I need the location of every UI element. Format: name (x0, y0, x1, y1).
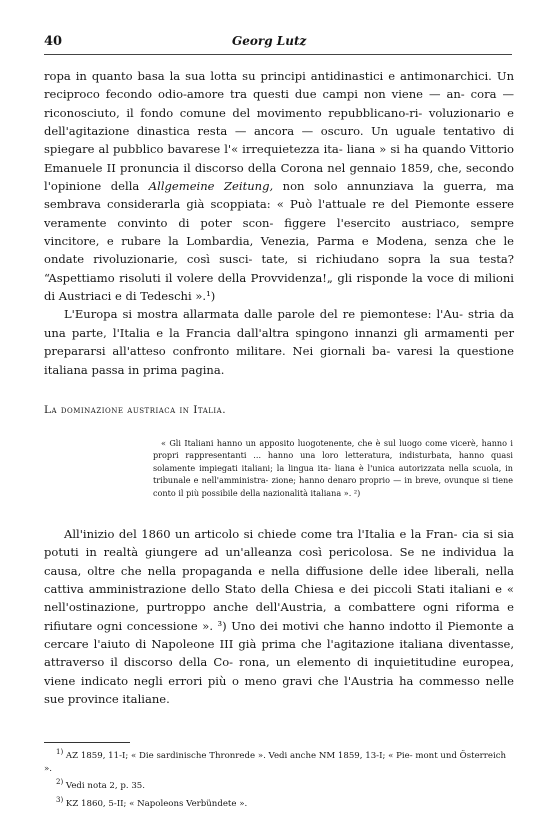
epigraph-text: « Gli Italiani hanno un apposito luogotenente, che è sul luogo come vicerè, hanno i propri rappresentanti ... hanno una loro letteratura, indisturbata, hanno quasi solamente impiegati italiani; la lingua ita- liana è l'unica autorizzata nella scuola, in tribunale e nell'amministra- zione; hanno denaro proprio — in breve, ovunque si tiene conto il più possibile della nazionalità italiana ». ²) (153, 438, 513, 498)
footnote-mark-1: 1) (56, 748, 64, 756)
p1-line-6: liana » si ha quando Vittorio Emanuele II pronuncia il discorso della (44, 142, 514, 175)
p1-italic-title: Allgemeine Zeitung, (148, 179, 274, 194)
footnote-rule (44, 742, 130, 743)
p1-line-9: « Può l'attuale re del Piemonte essere veramente convinto di poter scon- (44, 197, 515, 230)
running-head: Georg Lutz (232, 34, 307, 48)
footnote-1 (44, 746, 514, 776)
p1-line-10: figgere l'esercito austriaco, sempre vincitore, e rubare la Lombardia, (44, 215, 514, 249)
p1-line-1: ropa in quanto basa la sua lotta su principi antidinastici e antimonarchici. (44, 69, 492, 83)
footnote-text-1: AZ 1859, 11-I; « Die sardinische Thronrede ». Vedi anche NM 1859, 13-I; « Pie- mont und Österreich ». (44, 751, 507, 775)
paragraph-3: All'inizio del 1860 un articolo si chiede come tra l'Italia e la Fran- cia si sia potuti in realtà giungere ad un'alleanza così pericolosa. Se ne individua la causa, oltre che nella propaganda e nella diffusione delle idee liberali, nella cattiva amministrazione dello Stato della Chiesa e dei piccoli Stati italiani e « nell'ostinazione, purtroppo anche dell'Austria, a combattere ogni riforma e rifiutare ogni concessione ». ³) Uno dei motivi che hanno indotto il Piemonte a cercare l'aiuto di Napoleone III già prima che l'agitazione italiana diventasse, attraverso il discorso della Co- rona, un elemento di inquietitudine europea, viene indicato negli errori più o meno gravi che l'Austria ha commesso nelle sue province italiane. (44, 527, 514, 707)
footnote-mark-2: 2) (56, 778, 64, 787)
p1-line-8: non solo annunziava la guerra, ma sembrava considerarla già scoppiata: (44, 179, 514, 212)
page-header (44, 34, 512, 54)
footnote-2 (44, 776, 514, 793)
header-rule (44, 54, 512, 55)
footnote-mark-3: 3) (56, 795, 64, 804)
p1-line-5: uguale tentativo di spiegare al pubblico bavarese l'« irrequietezza ita- (44, 124, 514, 157)
p1-line-7: Corona nel gennaio 1859, che, secondo l'opinione della (44, 160, 514, 194)
p1-line-12: tate, si richiudano sopra la sua testa? “Aspettiamo risoluti il volere della (44, 252, 514, 285)
footnote-text-3: KZ 1860, 5-II; « Napoleons Verbündete ». (65, 798, 248, 809)
footnote-text-2: Vedi nota 2, p. 35. (65, 781, 145, 792)
p1-line-2: Un reciproco fecondo odio-amore tra questi due campi non viene — an- (44, 69, 515, 102)
footnote-3 (44, 794, 514, 811)
footnotes (44, 746, 514, 811)
p1-line-3: cora — riconosciuto, il fondo comune del movimento repubblicano-ri- (44, 87, 515, 120)
p1-line-13: Provvidenza!„ gli risponde la voce di milioni di Austriaci e di Tedeschi ».¹) (44, 270, 515, 304)
paragraph-3-block (44, 525, 514, 708)
p1-line-11: Venezia, Parma e Modena, senza che le ondate rivoluzionarie, così susci- (44, 234, 514, 267)
section-title: La dominazione austriaca in Italia. (44, 404, 227, 416)
paragraph-1 (44, 67, 514, 379)
p1-line-4: voluzionario e dell'agitazione dinastica resta — ancora — oscuro. Un (44, 105, 514, 139)
paragraph-2: L'Europa si mostra allarmata dalle parole del re piemontese: l'Au- stria da una parte, l'Italia e la Francia dall'altra spingono innanzi gli armamenti per prepararsi all'atteso confronto militare. Nei giornali ba- varesi la questione italiana passa in prima pagina. (44, 307, 514, 377)
page-number: 40 (44, 34, 63, 49)
epigraph-quote (153, 437, 513, 499)
